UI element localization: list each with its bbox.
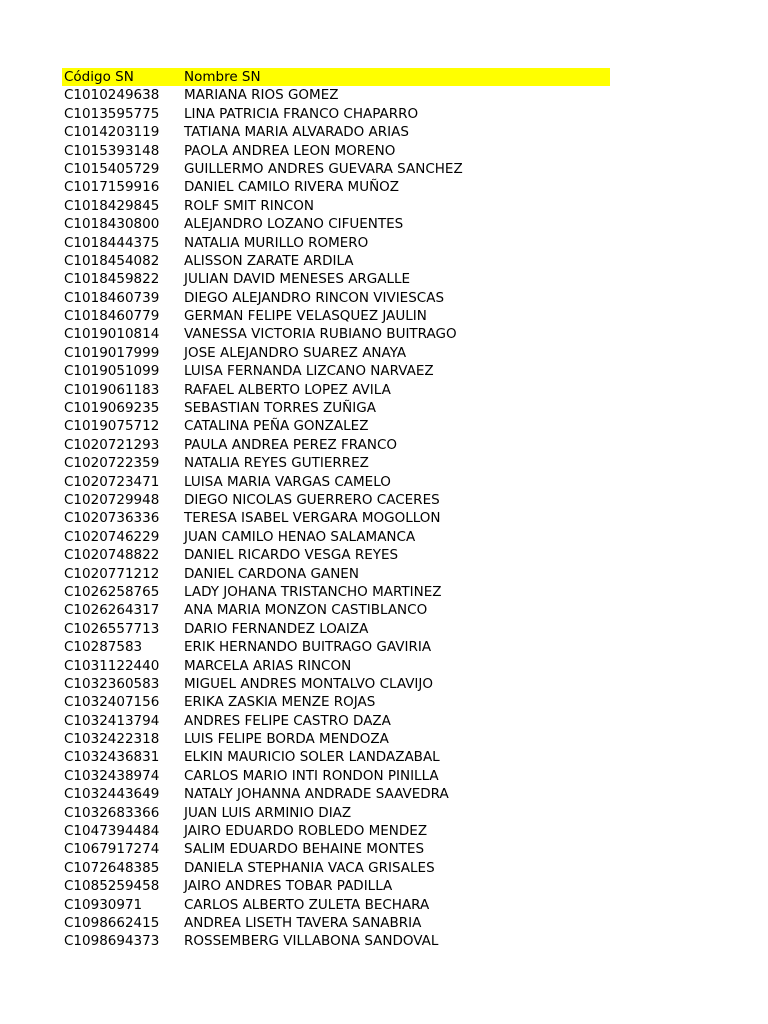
name-cell: SEBASTIAN TORRES ZUÑIGA <box>184 400 376 417</box>
code-cell: C1032360583 <box>64 675 160 692</box>
name-cell: CARLOS ALBERTO ZULETA BECHARA <box>184 896 430 913</box>
code-cell: C1026264317 <box>64 602 160 619</box>
code-cell: C1018459822 <box>64 271 160 288</box>
table-row <box>62 509 610 527</box>
table-row <box>62 105 610 123</box>
table-row <box>62 344 610 362</box>
code-cell: C1020722359 <box>64 455 160 472</box>
table-row <box>62 178 610 196</box>
table-row <box>62 712 610 730</box>
name-cell: JOSE ALEJANDRO SUAREZ ANAYA <box>184 344 407 361</box>
table-row <box>62 565 610 583</box>
code-cell: C1031122440 <box>64 657 160 674</box>
code-cell: C1032683366 <box>64 804 160 821</box>
code-cell: C1020729948 <box>64 491 160 508</box>
table-row <box>62 307 610 325</box>
name-cell: JAIRO EDUARDO ROBLEDO MENDEZ <box>184 823 428 840</box>
name-cell: MIGUEL ANDRES MONTALVO CLAVIJO <box>184 675 434 692</box>
table-row <box>62 804 610 822</box>
table-row <box>62 270 610 288</box>
code-cell: C1010249638 <box>64 87 160 104</box>
code-cell: C1032443649 <box>64 786 160 803</box>
name-cell: ALEJANDRO LOZANO CIFUENTES <box>184 216 404 233</box>
code-cell: C1018430800 <box>64 216 160 233</box>
name-cell: ANDREA LISETH TAVERA SANABRIA <box>184 914 422 931</box>
table-body <box>62 86 610 950</box>
code-cell: C1026557713 <box>64 620 160 637</box>
code-cell: C1067917274 <box>64 841 160 858</box>
table-row <box>62 86 610 104</box>
name-cell: ROSSEMBERG VILLABONA SANDOVAL <box>184 933 439 950</box>
name-cell: PAOLA ANDREA LEON MORENO <box>184 142 396 159</box>
code-cell: C1018460779 <box>64 308 160 325</box>
table-row <box>62 362 610 380</box>
name-cell: SALIM EDUARDO BEHAINE MONTES <box>184 841 425 858</box>
name-cell: JAIRO ANDRES TOBAR PADILLA <box>184 878 393 895</box>
table-row <box>62 123 610 141</box>
name-cell: GUILLERMO ANDRES GUEVARA SANCHEZ <box>184 160 463 177</box>
code-cell: C1098662415 <box>64 914 160 931</box>
name-cell: TATIANA MARIA ALVARADO ARIAS <box>184 124 409 141</box>
table-row <box>62 381 610 399</box>
table-row <box>62 767 610 785</box>
code-column-header: Código SN <box>64 69 134 85</box>
name-cell: LUIS FELIPE BORDA MENDOZA <box>184 731 389 748</box>
table-row <box>62 896 610 914</box>
name-cell: MARCELA ARIAS RINCON <box>184 657 352 674</box>
name-cell: NATALIA MURILLO ROMERO <box>184 234 369 251</box>
code-cell: C10287583 <box>64 639 143 656</box>
code-cell: C10930971 <box>64 896 143 913</box>
code-cell: C1013595775 <box>64 105 160 122</box>
code-cell: C1020748822 <box>64 547 160 564</box>
name-cell: ANA MARIA MONZON CASTIBLANCO <box>184 602 428 619</box>
spreadsheet-table <box>62 68 610 951</box>
code-cell: C1020721293 <box>64 436 160 453</box>
table-row <box>62 528 610 546</box>
name-cell: CATALINA PEÑA GONZALEZ <box>184 418 369 435</box>
code-cell: C1018460739 <box>64 289 160 306</box>
name-cell: DANIEL RICARDO VESGA REYES <box>184 547 399 564</box>
name-cell: PAULA ANDREA PEREZ FRANCO <box>184 436 398 453</box>
table-row <box>62 877 610 895</box>
table-row <box>62 436 610 454</box>
code-cell: C1047394484 <box>64 823 160 840</box>
name-cell: ANDRES FELIPE CASTRO DAZA <box>184 712 391 729</box>
name-cell: ROLF SMIT RINCON <box>184 197 314 214</box>
code-cell: C1019075712 <box>64 418 160 435</box>
name-cell: MARIANA RIOS GOMEZ <box>184 87 339 104</box>
table-row <box>62 546 610 564</box>
name-cell: JUAN LUIS ARMINIO DIAZ <box>184 804 352 821</box>
table-row <box>62 215 610 233</box>
code-cell: C1018429845 <box>64 197 160 214</box>
code-cell: C1018444375 <box>64 234 160 251</box>
name-cell: LINA PATRICIA FRANCO CHAPARRO <box>184 105 419 122</box>
code-cell: C1032413794 <box>64 712 160 729</box>
table-row <box>62 160 610 178</box>
name-cell: RAFAEL ALBERTO LOPEZ AVILA <box>184 381 391 398</box>
table-row <box>62 234 610 252</box>
code-cell: C1019061183 <box>64 381 160 398</box>
name-cell: JUAN CAMILO HENAO SALAMANCA <box>184 528 416 545</box>
table-row <box>62 142 610 160</box>
code-cell: C1019069235 <box>64 400 160 417</box>
table-row <box>62 914 610 932</box>
name-cell: CARLOS MARIO INTI RONDON PINILLA <box>184 767 439 784</box>
table-row <box>62 657 610 675</box>
code-cell: C1019051099 <box>64 363 160 380</box>
name-cell: GERMAN FELIPE VELASQUEZ JAULIN <box>184 308 427 325</box>
table-row <box>62 675 610 693</box>
name-cell: ELKIN MAURICIO SOLER LANDAZABAL <box>184 749 440 766</box>
table-row <box>62 730 610 748</box>
name-cell: ALISSON ZARATE ARDILA <box>184 252 354 269</box>
table-row <box>62 399 610 417</box>
code-cell: C1026258765 <box>64 583 160 600</box>
code-cell: C1018454082 <box>64 252 160 269</box>
code-cell: C1017159916 <box>64 179 160 196</box>
code-cell: C1032407156 <box>64 694 160 711</box>
code-cell: C1020746229 <box>64 528 160 545</box>
name-cell: LADY JOHANA TRISTANCHO MARTINEZ <box>184 583 442 600</box>
code-cell: C1019010814 <box>64 326 160 343</box>
table-row <box>62 473 610 491</box>
code-cell: C1020736336 <box>64 510 160 527</box>
table-row <box>62 620 610 638</box>
code-cell: C1032436831 <box>64 749 160 766</box>
name-cell: VANESSA VICTORIA RUBIANO BUITRAGO <box>184 326 457 343</box>
name-column-header: Nombre SN <box>184 69 261 85</box>
header-row <box>62 68 610 86</box>
table-row <box>62 197 610 215</box>
code-cell: C1015393148 <box>64 142 160 159</box>
name-cell: LUISA FERNANDA LIZCANO NARVAEZ <box>184 363 434 380</box>
name-cell: ERIKA ZASKIA MENZE ROJAS <box>184 694 376 711</box>
table-row <box>62 454 610 472</box>
name-cell: DANIELA STEPHANIA VACA GRISALES <box>184 859 435 876</box>
name-cell: DANIEL CAMILO RIVERA MUÑOZ <box>184 179 400 196</box>
table-row <box>62 932 610 950</box>
table-row <box>62 748 610 766</box>
table-row <box>62 785 610 803</box>
name-cell: JULIAN DAVID MENESES ARGALLE <box>184 271 411 288</box>
table-row <box>62 693 610 711</box>
table-row <box>62 417 610 435</box>
code-cell: C1015405729 <box>64 160 160 177</box>
code-cell: C1085259458 <box>64 878 160 895</box>
table-row <box>62 859 610 877</box>
table-row <box>62 601 610 619</box>
code-cell: C1020771212 <box>64 565 160 582</box>
name-cell: TERESA ISABEL VERGARA MOGOLLON <box>184 510 441 527</box>
code-cell: C1072648385 <box>64 859 160 876</box>
name-cell: NATALY JOHANNA ANDRADE SAAVEDRA <box>184 786 449 803</box>
table-row <box>62 289 610 307</box>
code-cell: C1020723471 <box>64 473 160 490</box>
table-row <box>62 583 610 601</box>
name-cell: LUISA MARIA VARGAS CAMELO <box>184 473 391 490</box>
name-cell: DANIEL CARDONA GANEN <box>184 565 359 582</box>
name-cell: DIEGO ALEJANDRO RINCON VIVIESCAS <box>184 289 445 306</box>
name-cell: DARIO FERNANDEZ LOAIZA <box>184 620 369 637</box>
code-cell: C1032422318 <box>64 731 160 748</box>
table-row <box>62 491 610 509</box>
table-row <box>62 325 610 343</box>
name-cell: ERIK HERNANDO BUITRAGO GAVIRIA <box>184 639 432 656</box>
code-cell: C1098694373 <box>64 933 160 950</box>
table-row <box>62 822 610 840</box>
code-cell: C1032438974 <box>64 767 160 784</box>
name-cell: NATALIA REYES GUTIERREZ <box>184 455 369 472</box>
table-row <box>62 840 610 858</box>
code-cell: C1019017999 <box>64 344 160 361</box>
table-row <box>62 638 610 656</box>
table-row <box>62 252 610 270</box>
code-cell: C1014203119 <box>64 124 160 141</box>
name-cell: DIEGO NICOLAS GUERRERO CACERES <box>184 491 440 508</box>
